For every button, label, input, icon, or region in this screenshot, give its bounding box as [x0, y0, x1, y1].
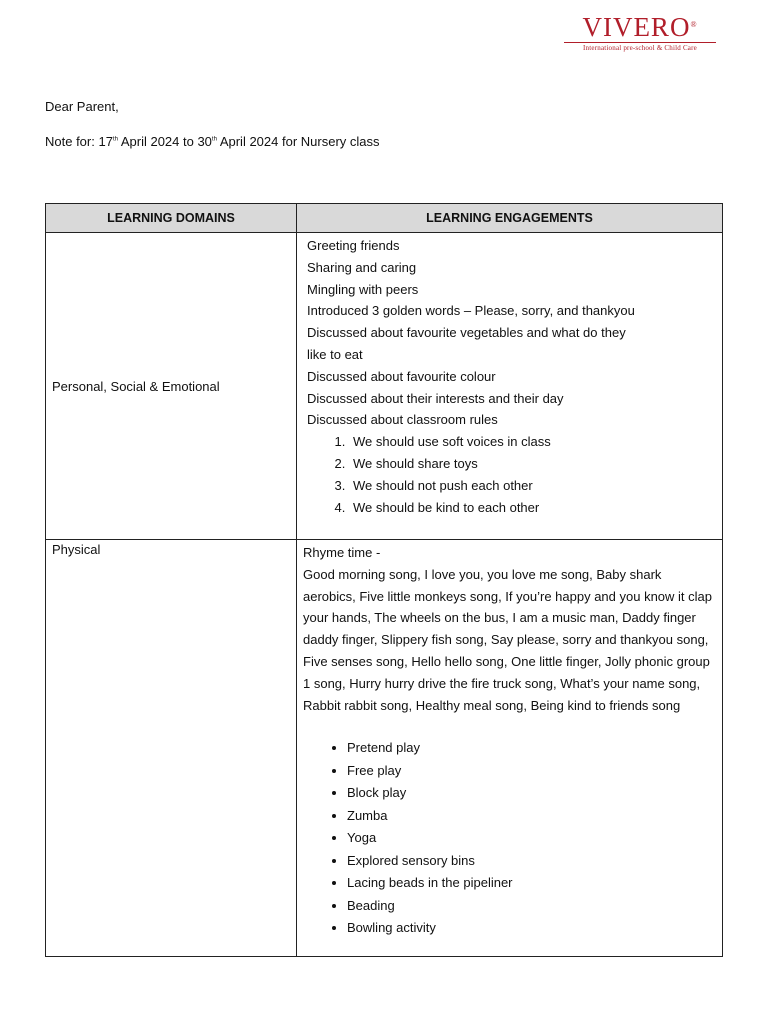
- list-item: 2. We should share toys: [349, 453, 714, 475]
- rhyme-time-heading: Rhyme time -: [303, 545, 381, 560]
- note-sup-end: th: [211, 136, 217, 143]
- list-item: 1. We should use soft voices in class: [349, 431, 714, 453]
- vivero-logo: [560, 12, 720, 52]
- engagement-line: Greeting friends: [307, 238, 400, 253]
- classroom-rules-list: [307, 431, 714, 518]
- note-mid: April 2024 to 30: [117, 134, 212, 149]
- engagement-cell: [297, 233, 723, 540]
- greeting: Dear Parent,: [45, 99, 119, 114]
- note-line: [45, 134, 380, 149]
- list-item: • Bowling activity: [347, 917, 714, 940]
- header-learning-domains: LEARNING DOMAINS: [46, 204, 297, 233]
- engagement-line: Discussed about favourite vegetables and what do they: [307, 325, 626, 341]
- list-item: • Block play: [347, 782, 714, 805]
- domain-cell: Physical: [46, 540, 297, 957]
- note-suffix: April 2024 for Nursery class: [216, 134, 380, 149]
- engagement-line: Discussed about favourite colour: [307, 368, 496, 384]
- list-item: • Pretend play: [347, 737, 714, 760]
- engagement-line: Mingling with peers: [307, 281, 419, 297]
- logo-name-text: VIVERO: [582, 12, 691, 42]
- table-header-row: [46, 204, 723, 233]
- list-item: • Explored sensory bins: [347, 850, 714, 873]
- list-item: 4. We should be kind to each other: [349, 497, 714, 519]
- domain-cell: Personal, Social & Emotional: [46, 233, 297, 540]
- note-sup-start: th: [112, 136, 118, 143]
- table-row-physical: [46, 540, 723, 957]
- engagement-line: like to eat: [307, 346, 363, 362]
- list-item: 3. We should not push each other: [349, 475, 714, 497]
- header-learning-engagements: LEARNING ENGAGEMENTS: [297, 204, 723, 233]
- engagement-line: Discussed about classroom rules: [307, 412, 498, 428]
- activities-list: [303, 737, 714, 940]
- list-item: • Zumba: [347, 805, 714, 828]
- engagement-line: Introduced 3 golden words – Please, sorry, and thankyou: [307, 303, 635, 319]
- list-item: • Lacing beads in the pipeliner: [347, 872, 714, 895]
- engagement-line: Sharing and caring: [307, 259, 417, 275]
- table-row-personal-social-emotional: [46, 233, 723, 540]
- logo-tagline: International pre-school & Child Care: [583, 44, 697, 52]
- list-item: • Beading: [347, 895, 714, 918]
- rhyme-list-paragraph: Good morning song, I love you, you love me song, Baby shark aerobics, Five little monkeys song, If you’re happy and you know it clap your hands, The wheels on the bus, I am a music man, Daddy finger daddy finger, Slippery fish song, Say please, sorry and thankyou song, Five senses song, Hello hello song, One little finger, Jolly phonic group 1 song, Hurry hurry drive the fire truck song, What’s your name song, Rabbit rabbit song, Healthy meal song, Being kind to friends song: [303, 566, 712, 713]
- logo-name: [560, 12, 720, 42]
- learning-table: [45, 203, 723, 957]
- logo-divider: [564, 42, 716, 43]
- engagement-cell: [297, 540, 723, 957]
- list-item: • Free play: [347, 760, 714, 783]
- engagement-line: Discussed about their interests and their day: [307, 390, 564, 406]
- list-item: • Yoga: [347, 827, 714, 850]
- logo-registered-mark: ®: [690, 20, 698, 29]
- note-prefix: Note for: 17: [45, 134, 113, 149]
